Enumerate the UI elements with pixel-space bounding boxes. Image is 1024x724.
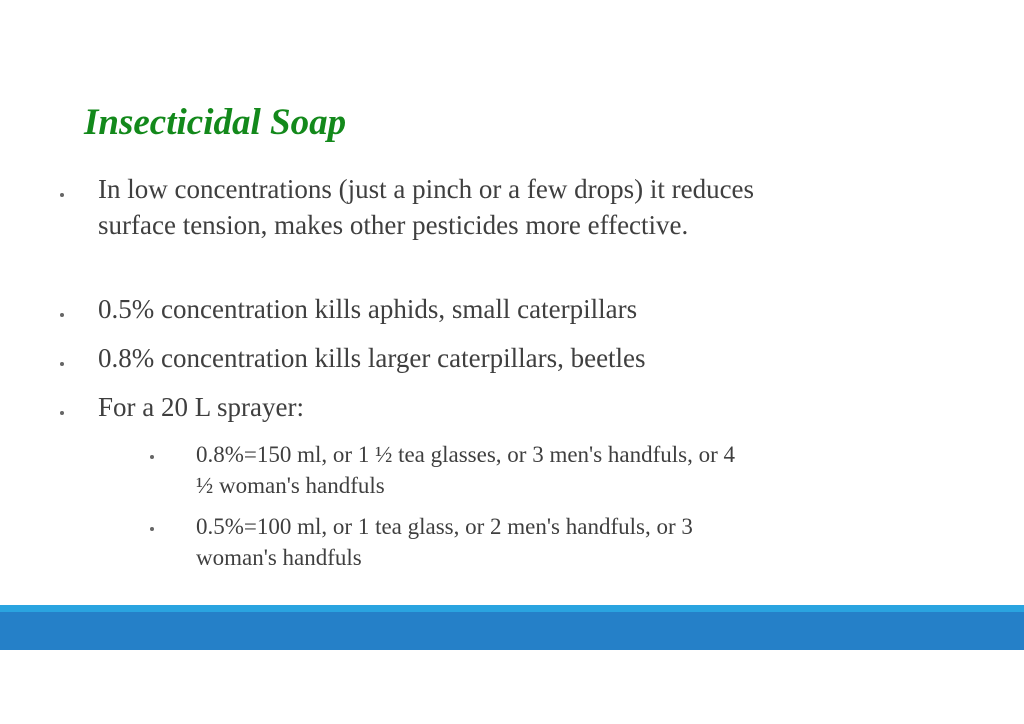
bullet-text: For a 20 L sprayer: (98, 392, 304, 422)
sub-bullet-text: 0.8%=150 ml, or 1 ½ tea glasses, or 3 men's handfuls, or 4 ½ woman's handfuls (196, 442, 736, 498)
bullet-dot-icon (60, 362, 64, 366)
footer-bar (0, 612, 1024, 650)
bullet-text: 0.8% concentration kills larger caterpillars, beetles (98, 343, 646, 373)
bullet-dot-icon (60, 313, 64, 317)
bullet-text: In low concentrations (just a pinch or a few drops) it reduces surface tension, makes other pesticides more effective. (98, 174, 755, 240)
bullet-dot-icon (60, 411, 64, 415)
sub-bullet-dot-icon (150, 455, 154, 459)
sub-bullet-text: 0.5%=100 ml, or 1 tea glass, or 2 men's handfuls, or 3 woman's handfuls (196, 514, 693, 570)
sub-bullet-dot-icon (150, 527, 154, 531)
bullet-text: 0.5% concentration kills aphids, small caterpillars (98, 294, 638, 324)
footer-bar-accent (0, 605, 1024, 612)
slide-title: Insecticidal Soap (84, 102, 347, 143)
bullet-dot-icon (60, 193, 64, 197)
